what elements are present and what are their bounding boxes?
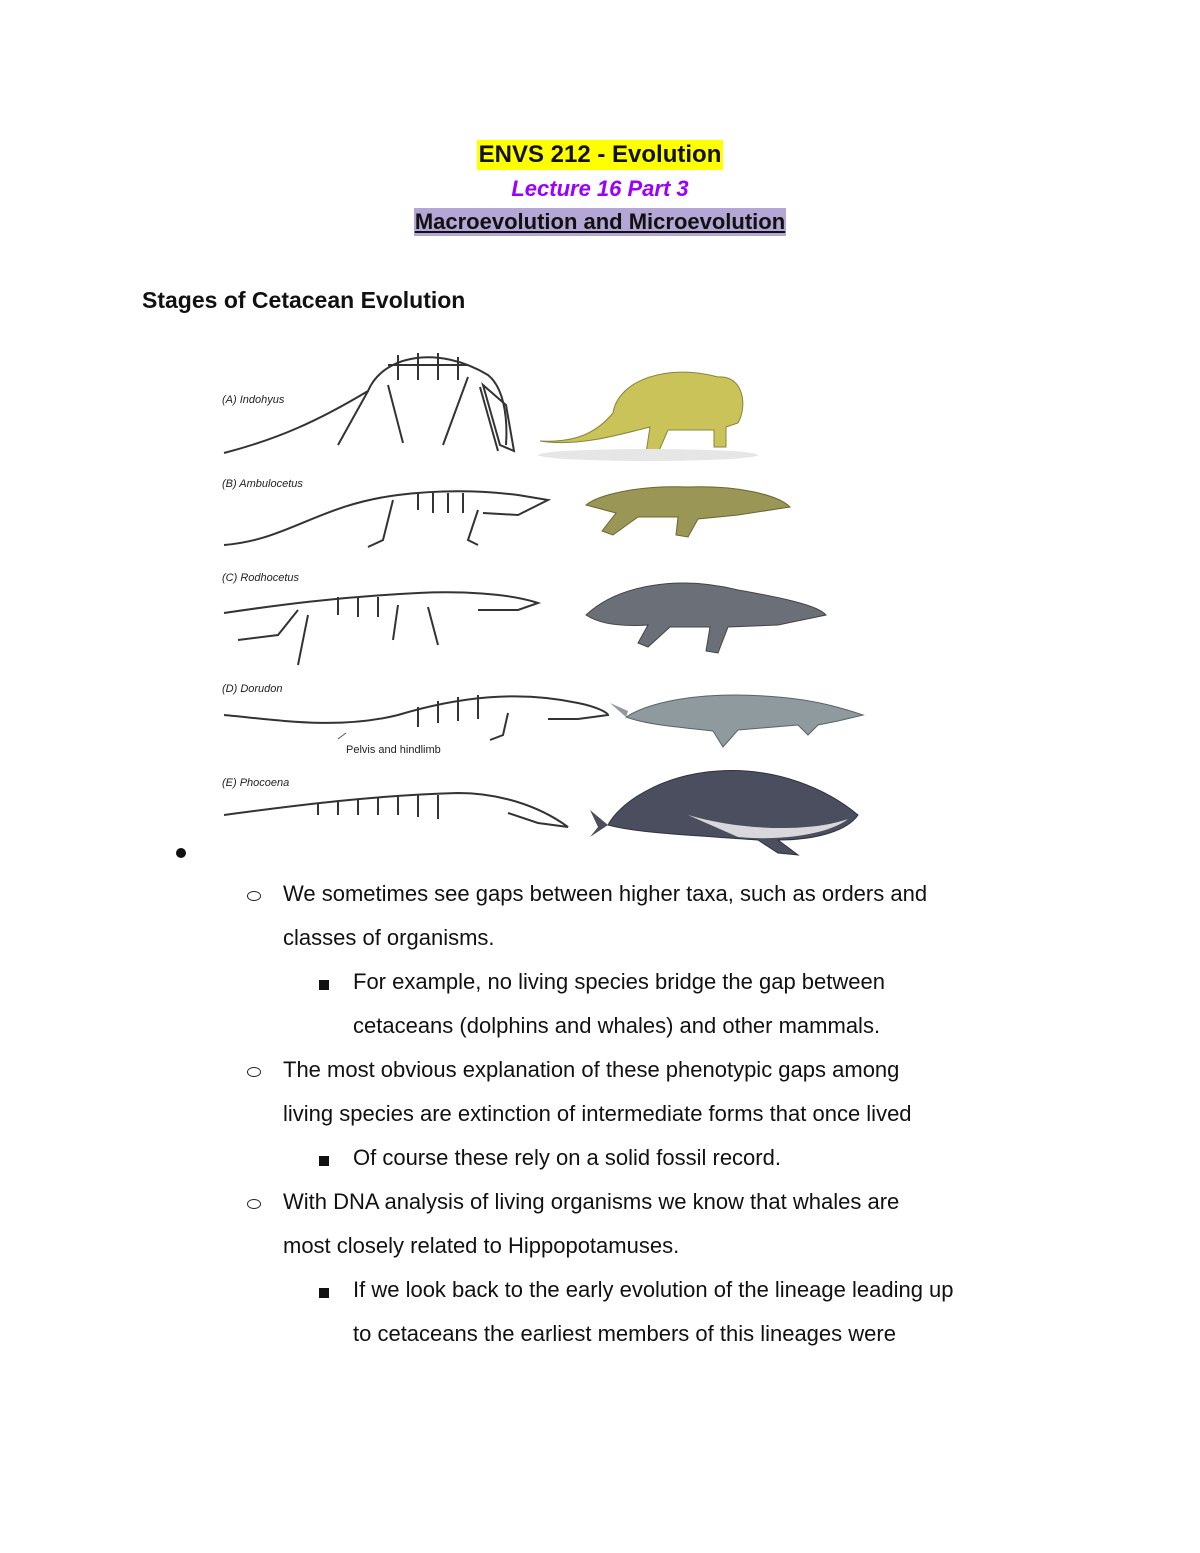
row-label-c: (C) Rodhocetus: [222, 572, 300, 584]
square-bullet-icon: [319, 1156, 329, 1166]
note-line: With DNA analysis of living organisms we know that whales are: [283, 1189, 900, 1214]
note-line: Of course these rely on a solid fossil record.: [353, 1145, 781, 1170]
cetacean-evolution-figure: [218, 335, 878, 865]
indohyus-reconstruction: [538, 372, 758, 461]
ambulocetus-skeleton: [224, 491, 548, 547]
row-label-b: (B) Ambulocetus: [222, 478, 303, 490]
bullet-dot-icon: [176, 848, 186, 858]
rodhocetus-reconstruction: [586, 583, 826, 653]
note-line: to cetaceans the earliest members of this lineages were: [353, 1321, 896, 1346]
square-bullet-icon: [319, 980, 329, 990]
square-bullet-icon: [319, 1288, 329, 1298]
row-label-a: (A) Indohyus: [222, 394, 285, 406]
note-line: If we look back to the early evolution of the lineage leading up: [353, 1277, 954, 1302]
phocoena-skeleton: [224, 793, 568, 827]
row-label-d: (D) Dorudon: [222, 683, 283, 695]
note-line: We sometimes see gaps between higher taxa, such as orders and: [283, 881, 928, 906]
ambulocetus-reconstruction: [586, 487, 790, 537]
hollow-circle-bullet-icon: [247, 1067, 261, 1077]
cetacean-evolution-illustration: [218, 335, 878, 865]
note-line: most closely related to Hippopotamuses.: [283, 1233, 680, 1258]
hollow-circle-bullet-icon: [247, 1199, 261, 1209]
document-title-block: [0, 140, 1200, 236]
phocoena-reconstruction: [590, 771, 858, 855]
dorudon-skeleton: [224, 695, 608, 740]
row-label-e: (E) Phocoena: [222, 777, 290, 789]
note-line: For example, no living species bridge the gap between: [353, 969, 885, 994]
note-line: classes of organisms.: [283, 925, 495, 950]
dorudon-reconstruction: [610, 695, 863, 747]
hollow-circle-bullet-icon: [247, 891, 261, 901]
lecture-subtitle: Lecture 16 Part 3: [511, 176, 689, 201]
section-heading: Stages of Cetacean Evolution: [142, 287, 466, 313]
course-title: ENVS 212 - Evolution: [478, 141, 722, 168]
note-line: living species are extinction of intermediate forms that once lived: [283, 1101, 912, 1126]
note-line: The most obvious explanation of these phenotypic gaps among: [283, 1057, 900, 1082]
pelvis-annotation: Pelvis and hindlimb: [346, 744, 441, 756]
note-line: cetaceans (dolphins and whales) and other mammals.: [353, 1013, 881, 1038]
rodhocetus-skeleton: [224, 592, 538, 665]
topic-heading: Macroevolution and Microevolution: [414, 209, 786, 234]
